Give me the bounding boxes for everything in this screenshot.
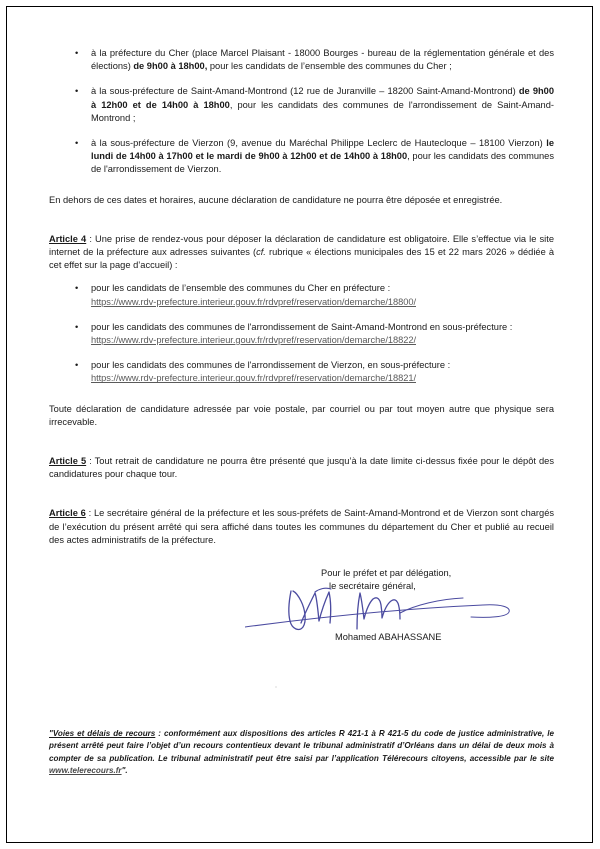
footer-link-telerecours[interactable]: www.telerecours.fr: [49, 766, 122, 776]
signature-line-2: le secrétaire général,: [329, 581, 416, 592]
article-6-label: Article 6: [49, 508, 86, 519]
rdv-link-prefecture-cher[interactable]: https://www.rdv-prefecture.interieur.gouv.fr/rdvpref/reservation/demarche/18800/: [91, 296, 416, 307]
list-item-sous-prefecture-saint-amand-montrond: [49, 85, 554, 125]
footer-text-lead: : conformément aux dispositions des articles R 421-1 à R 421-5 du code de justice administrative, le présent arrêté peut faire l’objet d’un recours contentieux devant le tribunal administratif d’Orléans dans un délai de deux mois à compter de sa publication. Le tribunal administratif peut être saisi par l’application Télérecours citoyens, accessible par le site: [49, 729, 554, 763]
spacer: [49, 177, 554, 194]
appointment-links-list: [49, 282, 554, 385]
rdv-label: pour les candidats des communes de l'arrondissement de Vierzon, en sous-préfecture :: [91, 360, 451, 371]
location-text-lead: à la sous-préfecture de Vierzon (9, avenue du Maréchal Philippe Leclerc de Hautecloque – 18100 Vierzon): [91, 138, 547, 149]
bullet-icon: •: [75, 138, 79, 149]
spacer: [49, 481, 554, 507]
deposit-locations-list: [49, 47, 554, 177]
location-text-lead: à la sous-préfecture de Saint-Amand-Montrond (12 rue de Juranville – 18200 Saint-Amand-Montrond): [91, 86, 519, 97]
bullet-icon: •: [75, 86, 79, 97]
paragraph-irrecevable: Toute déclaration de candidature adressée par voie postale, par courriel ou par tout moyen autre que physique sera irrecevable.: [49, 403, 554, 427]
article-5-label: Article 5: [49, 456, 87, 467]
bullet-icon: •: [75, 48, 79, 58]
footer-title: "Voies et délais de recours: [49, 729, 156, 738]
article-4-text-lead: Une prise de rendez-vous pour déposer la déclaration de candidature est obligatoire. Elle s’effectue via le site internet de la préfecture aux adresses suivantes (: [49, 233, 554, 258]
footer-legal-notice: [49, 728, 554, 778]
location-hours: le lundi de 14h00 à 17h00 et le mardi de 9h00 à 12h00 et de 14h00 à 18h00: [91, 138, 554, 162]
article-6-text: Le secrétaire général de la préfecture et les sous-préfets de Saint-Amand-Montrond et de Vierzon sont chargés de l’exécution du présent arrêté qui sera affiché dans toutes les communes du département du Cher et publié au recueil des actes administratifs de la préfecture.: [49, 508, 555, 545]
article-5-paragraph: [49, 455, 554, 481]
article-4-cf: cf.: [256, 247, 266, 258]
article-6-separator: :: [85, 508, 94, 519]
article-4-label: Article 4: [49, 233, 87, 244]
signatory-name: Mohamed ABAHASSANE: [335, 632, 442, 643]
location-text-tail: pour les candidats de l’ensemble des communes du Cher ;: [207, 61, 452, 72]
footer-text-tail: ".: [121, 766, 128, 776]
article-4-separator: :: [86, 233, 96, 244]
rdv-link-vierzon[interactable]: https://www.rdv-prefecture.interieur.gouv.fr/rdvpref/reservation/demarche/18821/: [91, 373, 416, 384]
rdv-label: pour les candidats de l’ensemble des communes du Cher en préfecture :: [91, 283, 391, 294]
signature-line-1: Pour le préfet et par délégation,: [321, 568, 452, 579]
location-hours: de 9h00 à 12h00 et de 14h00 à 18h00: [91, 86, 555, 110]
article-5-separator: :: [86, 456, 95, 467]
article-4-paragraph: [49, 233, 554, 273]
article-5-text: Tout retrait de candidature ne pourra être présenté que jusqu’à la date limite ci-dessus fixée pour le dépôt des candidatures pour chaque tour.: [49, 456, 554, 480]
spacer: [49, 386, 554, 403]
rdv-link-saint-amand-montrond[interactable]: https://www.rdv-prefecture.interieur.gouv.fr/rdvpref/reservation/demarche/18822/: [91, 335, 416, 346]
article-6-paragraph: [49, 507, 554, 547]
list-item-sous-prefecture-vierzon: [49, 137, 554, 177]
list-item-rdv-saint-amand-montrond: [49, 321, 554, 347]
location-text-tail: , pour les candidats des communes de l'arrondissement de Vierzon.: [91, 151, 554, 175]
bullet-icon: •: [75, 283, 79, 294]
location-hours: de 9h00 à 18h00,: [133, 61, 208, 72]
paragraph-outside-hours: En dehors de ces dates et horaires, aucune déclaration de candidature ne pourra être déposée et enregistrée.: [49, 194, 503, 205]
scan-artifact: [275, 686, 277, 688]
spacer: [49, 272, 554, 282]
rdv-label: pour les candidats des communes de l'arrondissement de Saint-Amand-Montrond en sous-préfecture :: [91, 321, 513, 332]
spacer: [49, 429, 554, 455]
location-text-tail: , pour les candidats des communes de l'arrondissement de Saint-Amand-Montrond ;: [91, 99, 554, 123]
bullet-icon: •: [75, 360, 79, 371]
bullet-icon: •: [75, 321, 79, 332]
article-4-text-tail: rubrique « élections municipales des 15 et 22 mars 2026 » dédiée à cet effet sur la page d’accueil) :: [49, 247, 554, 271]
list-item-prefecture-cher: [49, 47, 554, 73]
location-text-lead: à la préfecture du Cher (place Marcel Plaisant - 18000 Bourges - bureau de la réglementation générale et des élections): [91, 48, 554, 72]
signature-block: [49, 567, 554, 659]
document-content: [49, 47, 554, 659]
document-page: [6, 6, 593, 843]
spacer: [49, 207, 554, 233]
list-item-rdv-vierzon: [49, 359, 554, 385]
list-item-rdv-prefecture-cher: [49, 282, 554, 308]
